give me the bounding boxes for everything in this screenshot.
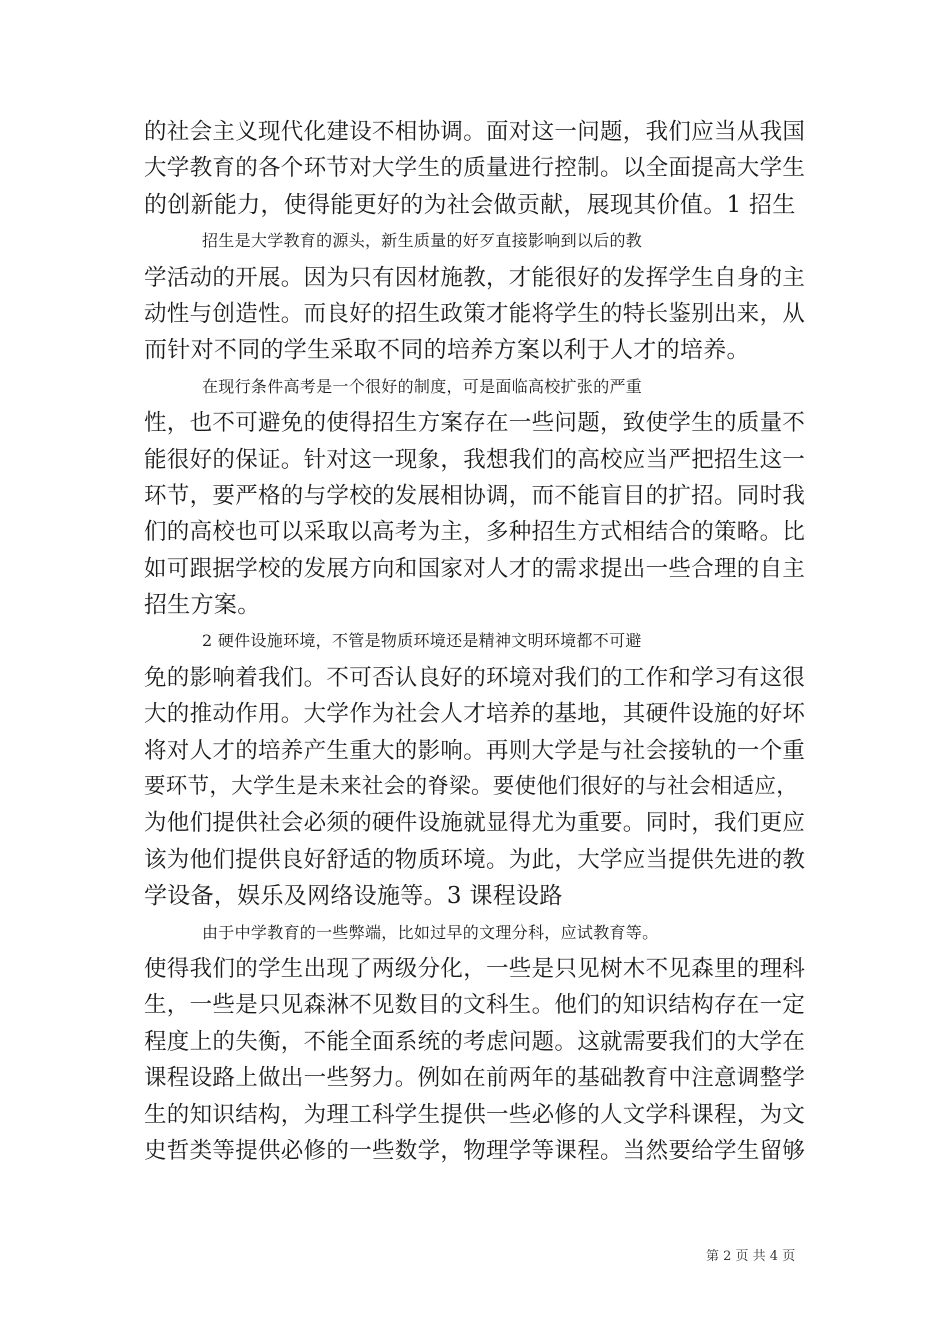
text-line: 大学教育的各个环节对大学生的质量进行控制。以全面提高大学生 [144,155,806,182]
text-line: 史哲类等提供必修的一些数学，物理学等课程。当然要给学生留够 [144,1137,806,1164]
text-line: 程度上的失衡，不能全面系统的考虑问题。这就需要我们的大学在 [144,1028,806,1055]
text-line: 课程设路上做出一些努力。例如在前两年的基础教育中注意调整学 [144,1065,806,1092]
text-line: 们的高校也可以采取以高考为主，多种招生方式相结合的策略。比 [144,519,806,546]
text-line: 环节，要严格的与学校的发展相协调，而不能盲目的扩招。同时我 [144,482,806,509]
text-line: 生的知识结构，为理工科学生提供一些必修的人文学科课程，为文 [144,1101,806,1128]
text-line: 招生方案。 [144,592,261,619]
body-text [144,114,809,1169]
text-line: 的社会主义现代化建设不相协调。面对这一问题，我们应当从我国 [144,119,806,145]
text-line: 由于中学教育的一些弊端，比如过早的文理分科，应试教育等。 [202,922,659,942]
text-line: 将对人才的培养产生重大的影响。再则大学是与社会接轨的一个重 [144,737,806,764]
text-line: 学活动的开展。因为只有因材施教，才能很好的发挥学生自身的主 [144,264,806,291]
text-line: 2 硬件设施环境，不管是物质环境还是精神文明环境都不可避 [202,631,642,651]
text-line: 大的推动作用。大学作为社会人才培养的基地，其硬件设施的好坏 [144,701,806,728]
text-line: 要环节，大学生是未来社会的脊梁。要使他们很好的与社会相适应， [144,774,799,800]
text-line: 为他们提供社会必须的硬件设施就显得尤为重要。同时，我们更应 [144,810,806,837]
text-line: 在现行条件高考是一个很好的制度，可是面临高校扩张的严重 [202,376,643,396]
text-line: 学设备，娱乐及网络设施等。3 课程设路 [144,883,563,910]
text-line: 招生是大学教育的源头，新生质量的好歹直接影响到以后的教 [202,231,643,251]
text-line: 性，也不可避免的使得招生方案存在一些问题，致使学生的质量不 [144,410,806,437]
text-line: 免的影响着我们。不可否认良好的环境对我们的工作和学习有这很 [144,664,806,691]
text-line: 能很好的保证。针对这一现象，我想我们的高校应当严把招生这一 [144,446,806,473]
page-number: 第 2 页 共 4 页 [706,1249,796,1264]
text-line: 动性与创造性。而良好的招生政策才能将学生的特长鉴别出来，从 [144,300,806,327]
text-line: 使得我们的学生出现了两级分化，一些是只见树木不见森里的理科 [144,955,806,982]
text-line: 如可跟据学校的发展方向和国家对人才的需求提出一些合理的自主 [144,555,806,582]
text-line: 而针对不同的学生采取不同的培养方案以利于人才的培养。 [144,337,750,364]
text-line: 的创新能力，使得能更好的为社会做贡献，展现其价值。1 招生 [144,191,796,218]
text-line: 该为他们提供良好舒适的物质环境。为此，大学应当提供先进的教 [144,846,806,873]
text-line: 生，一些是只见森淋不见数目的文科生。他们的知识结构存在一定 [144,992,806,1019]
